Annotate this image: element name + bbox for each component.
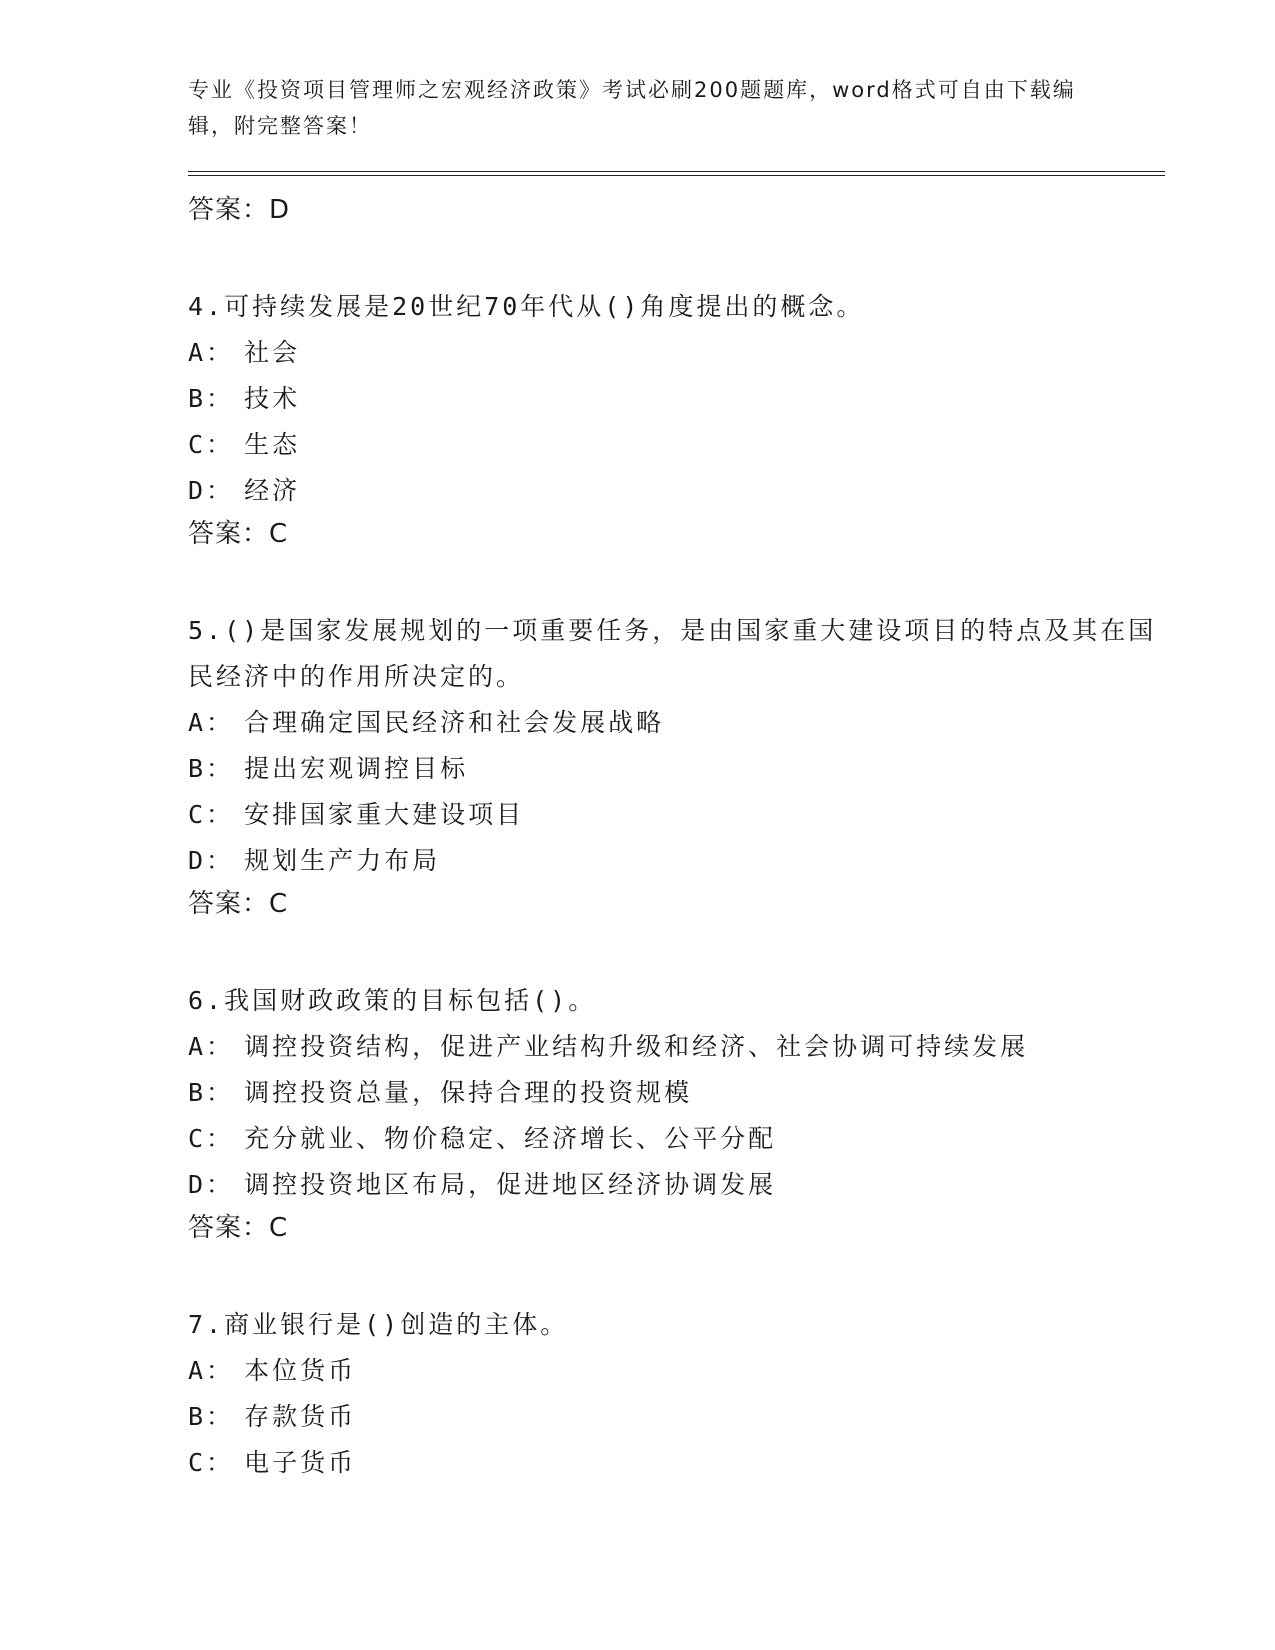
question-5 [188, 608, 1168, 930]
option-d [188, 838, 1168, 884]
option-key: B： [188, 384, 235, 413]
option-text: 调控投资结构，促进产业结构升级和经济、社会协调可持续发展 [244, 1032, 1029, 1061]
answer-line: 答案：C [188, 1213, 289, 1243]
option-key: D： [188, 1170, 235, 1199]
question-stem: 7.商业银行是()创造的主体。 [188, 1310, 569, 1339]
question-6 [188, 978, 1168, 1254]
option-b [188, 1070, 1168, 1116]
question-4 [188, 284, 1168, 560]
option-text: 充分就业、物价稳定、经济增长、公平分配 [244, 1124, 777, 1153]
question-7 [188, 1302, 1168, 1486]
option-a [188, 1348, 1168, 1394]
option-text: 技术 [244, 384, 301, 413]
option-key: C： [188, 430, 235, 459]
option-key: C： [188, 1124, 235, 1153]
option-text: 调控投资地区布局，促进地区经济协调发展 [244, 1170, 777, 1199]
option-c [188, 422, 1168, 468]
option-text: 生态 [244, 430, 301, 459]
answer-line: 答案：C [188, 519, 289, 549]
question-stem: 4.可持续发展是20世纪70年代从()角度提出的概念。 [188, 292, 865, 321]
option-key: B： [188, 1402, 235, 1431]
option-key: D： [188, 846, 235, 875]
option-key: A： [188, 708, 235, 737]
option-key: D： [188, 476, 235, 505]
option-text: 存款货币 [244, 1402, 357, 1431]
document-body [188, 190, 1168, 1486]
option-text: 提出宏观调控目标 [244, 754, 469, 783]
option-key: A： [188, 338, 235, 367]
option-key: B： [188, 754, 235, 783]
option-a [188, 700, 1168, 746]
option-c [188, 1116, 1168, 1162]
option-c [188, 792, 1168, 838]
option-key: B： [188, 1078, 235, 1107]
option-b [188, 376, 1168, 422]
option-text: 安排国家重大建设项目 [244, 800, 525, 829]
document-header: 专业《投资项目管理师之宏观经济政策》考试必刷200题题库，word格式可自由下载编辑，附完整答案！ [188, 78, 1076, 138]
option-text: 经济 [244, 476, 301, 505]
question-stem: 6.我国财政政策的目标包括()。 [188, 986, 597, 1015]
answer-line: 答案：C [188, 889, 289, 919]
option-b [188, 746, 1168, 792]
option-key: A： [188, 1356, 235, 1385]
question-stem: 5.()是国家发展规划的一项重要任务，是由国家重大建设项目的特点及其在国民经济中的作用所决定的。 [188, 616, 1157, 691]
option-text: 电子货币 [244, 1448, 357, 1477]
option-key: A： [188, 1032, 235, 1061]
option-key: C： [188, 800, 235, 829]
option-a [188, 330, 1168, 376]
option-key: C： [188, 1448, 235, 1477]
option-c [188, 1440, 1168, 1486]
option-text: 规划生产力布局 [244, 846, 441, 875]
option-d [188, 1162, 1168, 1208]
option-text: 本位货币 [244, 1356, 357, 1385]
option-b [188, 1394, 1168, 1440]
answer-line: 答案：D [188, 195, 291, 225]
option-a [188, 1024, 1168, 1070]
option-text: 合理确定国民经济和社会发展战略 [244, 708, 665, 737]
header-rule-bottom [188, 175, 1165, 176]
option-d [188, 468, 1168, 514]
header-rule-top [188, 171, 1165, 172]
option-text: 社会 [244, 338, 301, 367]
option-text: 调控投资总量，保持合理的投资规模 [244, 1078, 693, 1107]
